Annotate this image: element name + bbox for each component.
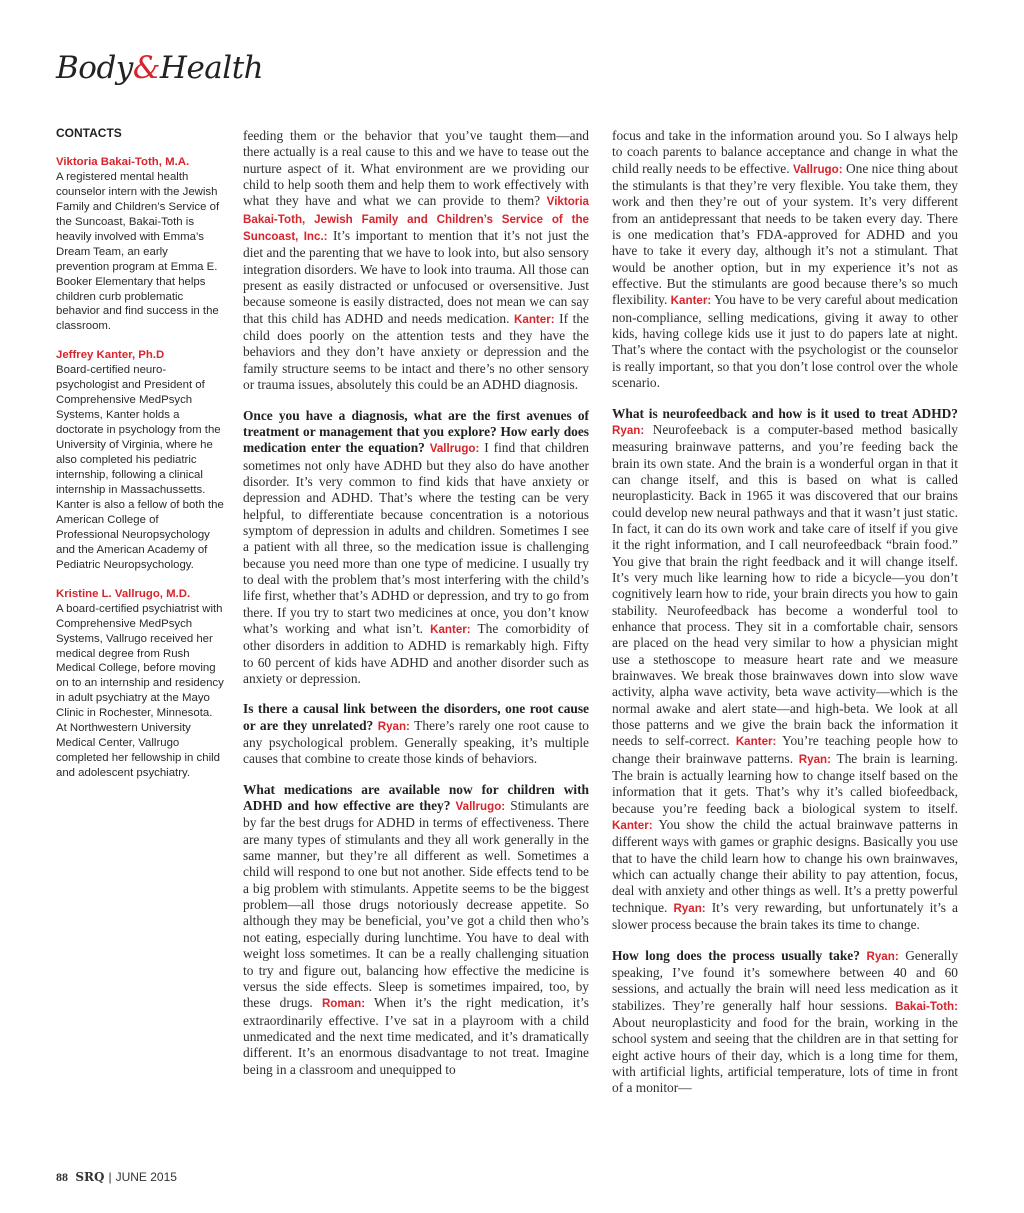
- speaker-label: Viktoria Bakai-Toth, Jewish Family and Children’s Service of the Suncoast, Inc.:: [243, 195, 589, 244]
- contact-name: Viktoria Bakai-Toth, M.A.: [56, 155, 190, 168]
- article-column-2: [612, 128, 958, 1097]
- contact-name: Kristine L. Vallrugo, M.D.: [56, 587, 191, 600]
- section-title-part2: Health: [159, 50, 264, 86]
- paragraph: How long does the process usually take? Ryan: Generally speaking, I’ve found it’s somewhere between 40 and 60 sessions, and actually the brain will need less medication as it stabilizes. They’re generally half hour sessions. Bakai-Toth: About neuroplasticity and food for the brain, working in the school system and seeing that the children are in that setting for eight active hours of their day, which is a long time for them, with artificial lights, artificial temperature, lots of time in front of a monitor—: [612, 947, 959, 1096]
- speaker-label: Ryan:: [673, 901, 706, 915]
- contact-bio: A registered mental health counselor intern with the Jewish Family and Children’s Service of the Suncoast, Bakai-Toth is heavily involved with Emma’s Dream Team, an early prevention program at Emma E. Booker Elementary that helps children curb problematic behavior and find success in the classroom.: [56, 170, 220, 333]
- magazine-name: SRQ: [75, 1170, 105, 1184]
- speaker-label: Bakai-Toth:: [895, 999, 958, 1013]
- contacts-heading: CONTACTS: [56, 126, 122, 140]
- section-title-part1: Body: [56, 50, 133, 86]
- speaker-label: Ryan:: [866, 949, 899, 963]
- speaker-label: Vallrugo:: [455, 800, 506, 814]
- contact-bio: A board-certified psychiatrist with Comprehensive MedPsych Systems, Vallrugo received her medical degree from Rush Medical College, before moving on to an internship and residency in adult psychiatry at the Mayo Clinic in Rochester, Minnesota. At Northwestern University Medical Center, Vallrugo completed her fellowship in child and adolescent psychiatry.: [56, 602, 224, 780]
- question: Once you have a diagnosis, what are the first avenues of treatment or management that you explore? How early does medication enter the equation?: [243, 407, 589, 456]
- paragraph: What medications are available now for children with ADHD and how effective are they? Vallrugo: Stimulants are by far the best drugs for ADHD in terms of effectiveness. There are many types of stimulants and they all work generally in the same manner, but they’re all different as well. Sometimes a child will respond to one but not another. Side effects tend to be a big problem with stimulants. Appetite seems to be the biggest problem—all those drugs notoriously decrease appetite. So although they may be beneficial, you’ve got a child then who’s not eating, especially during lunchtime. You have to deal with weight loss sometimes. It can be a really challenging situation to try and figure out, balancing how effective the medicine is versus the side effects. Sleep is sometimes impaired, too, by these drugs. Roman: When it’s the right medication, it’s extraordinarily effective. I’ve sat in a playroom with a child unmedicated and the next time medicated, and it’s dramatically different. It’s an enormous disadvantage to not treat. Imagine being in a classroom and unequipped to: [243, 781, 589, 1077]
- question: Is there a causal link between the disorders, one root cause or are they unrelated?: [243, 701, 589, 733]
- speaker-label: Vallrugo:: [429, 442, 480, 456]
- page-footer: [56, 1170, 177, 1185]
- speaker-label: Kanter:: [612, 819, 653, 833]
- speaker-label: Kanter:: [670, 294, 712, 308]
- contact-kanter: [56, 348, 224, 572]
- speaker-label: Roman:: [321, 997, 366, 1011]
- contacts-sidebar: [56, 126, 224, 795]
- speaker-label: Kanter:: [514, 312, 555, 326]
- contact-vallrugo: [56, 587, 224, 781]
- speaker-label: Kanter:: [735, 735, 777, 749]
- speaker-label: Ryan:: [612, 423, 645, 437]
- contact-bakai-toth: [56, 155, 224, 334]
- paragraph: Is there a causal link between the disorders, one root cause or are they unrelated? Ryan: There’s rarely one root cause to any psychological problem. Generally speaking, it’s multiple causes that combine to create those kinds of behaviors.: [243, 701, 589, 767]
- speaker-label: Vallrugo:: [792, 162, 843, 176]
- speaker-label: Kanter:: [430, 622, 471, 636]
- contact-bio: Board-certified neuro-psychologist and President of Comprehensive MedPsych Systems, Kanter holds a doctorate in psychology from the University of Virginia, where he also completed his pediatric internship, following a clinical internship in Massachussetts. Kanter is also a fellow of both the American College of Professional Neuropsychology and the American Academy of Pediatric Neuropsychology.: [56, 364, 224, 571]
- page-number: 88: [56, 1170, 68, 1184]
- question: What medications are available now for children with ADHD and how effective are they?: [243, 781, 589, 814]
- paragraph: focus and take in the information around you. So I always help to coach parents to balance acceptance and change in what the child really needs to be effective. Vallrugo: One nice thing about the stimulants is that they’re very flexible. You take them, they work and then they’re out of your system. It’s very different from an antidepressant that needs to be taken every day. There is one medication that’s FDA-approved for ADHD and you have to take it every day, although it’s not a stimulant. That would be another option, but in my experience it’s not as effective. But the stimulants are good because there’s so much flexibility. Kanter: You have to be very careful about medication non-compliance, selling medications, giving it away to other kids, having college kids use it just to do papers late at night. That’s where the contact with the psychologist or the counselor is really important, so that you don’t lose control over the whole scenario.: [612, 128, 958, 391]
- paragraph: Once you have a diagnosis, what are the first avenues of treatment or management that you explore? How early does medication enter the equation? Vallrugo: I find that children sometimes not only have ADHD but they also do have another disorder. It’s very common to find kids that have anxiety or depression and ADHD. That’s where the testing can be very helpful, to differentiate because concentration is a notorious symptom of depression in adults and children. Sometimes I see a patient with all three, so the medication issue is challenging because you need more than one type of medicine. I usually try to deal with the problem that’s most interfering with the child’s life first, whether that’s ADHD or depression, and try to go from there. If you try to start two medicines at once, you don’t know what’s working and what isn’t. Kanter: The comorbidity of other disorders in addition to ADHD is remarkably high. Fifty to 60 percent of kids have ADHD and another disorder such as anxiety or depression.: [243, 407, 589, 686]
- footer-separator: |: [108, 1170, 112, 1184]
- question: What is neurofeedback and how is it used to treat ADHD?: [612, 405, 958, 421]
- section-title-ampersand: &: [132, 50, 160, 86]
- issue-date: JUNE 2015: [115, 1170, 177, 1184]
- section-title: [56, 50, 263, 86]
- article-column-1: [243, 128, 589, 1078]
- speaker-label: Ryan:: [798, 752, 831, 766]
- question: How long does the process usually take?: [612, 947, 860, 963]
- paragraph: What is neurofeedback and how is it used to treat ADHD? Ryan: Neurofeeback is a computer-based method basically measuring brainwave patterns, and you’re feeding back the brain its own state. And the brain is a wonderful organ in that it can change itself, and this is based on what is called neuroplasticity. Back in 1965 it was discovered that our brains could develop new neural pathways and that it wasn’t just static. In fact, it can do its own work and take care of itself if you give it the right information, and I call neurofeedback “brain food.” You give that brain the right feedback and it will change itself. It’s very much like learning how to ride a bicycle—you don’t cognitively learn how to ride, your brain directs you how to gain stability. Neurofeedback has become a wonderful tool to enhance that process. They sit in a comfortable chair, sensors are placed on the head very similar to how a physician might use a stethoscope to measure heart rate and we measure brainwaves. We break those brainwaves down into slow wave activity, alpha wave activity, beta wave activity—which is the normal awake and alert state—and high-beta. We look at all those patterns and we give the brain back the information it needs to self-correct. Kanter: You’re teaching people how to change their brainwave patterns. Ryan: The brain is learning. The brain is actually learning how to change itself based on the information that it gets. That’s why it’s called biofeedback, because you’re feeding back a biological system to itself. Kanter: You show the child the actual brainwave patterns in different ways with games or graphic designs. Basically you use that to have the child learn how to change his own brainwaves, which can actually change their ability to pay attention, focus, deal with anxiety and other things as well. It’s a pretty powerful technique. Ryan: It’s very rewarding, but unfortunately it’s a slower process because the brain takes its time to change.: [612, 405, 959, 933]
- contact-name: Jeffrey Kanter, Ph.D: [56, 349, 165, 362]
- speaker-label: Ryan:: [377, 719, 410, 733]
- paragraph: feeding them or the behavior that you’ve taught them—and there actually is a real cause to this and we have to tease out the nurture aspect of it. What environment are we providing our child to help sooth them and help them to work effectively with what they have and what we can provide to them? Viktoria Bakai-Toth, Jewish Family and Children’s Service of the Suncoast, Inc.: It’s important to mention that it’s not just the diet and the parenting that we have to look into, but also sensory integration disorders. We have to look into trauma. All those can present as easily distracted or unfocused or oversensitive. Just because someone is easily distracted, does not mean we can say that this child has ADHD and needs medication. Kanter: If the child does poorly on the attention tests and they have the behaviors and they don’t have anxiety or depression and the family structure seems to be intact and there’s no other sensory or trauma issues, absolutely this could be an ADHD diagnosis.: [243, 128, 589, 393]
